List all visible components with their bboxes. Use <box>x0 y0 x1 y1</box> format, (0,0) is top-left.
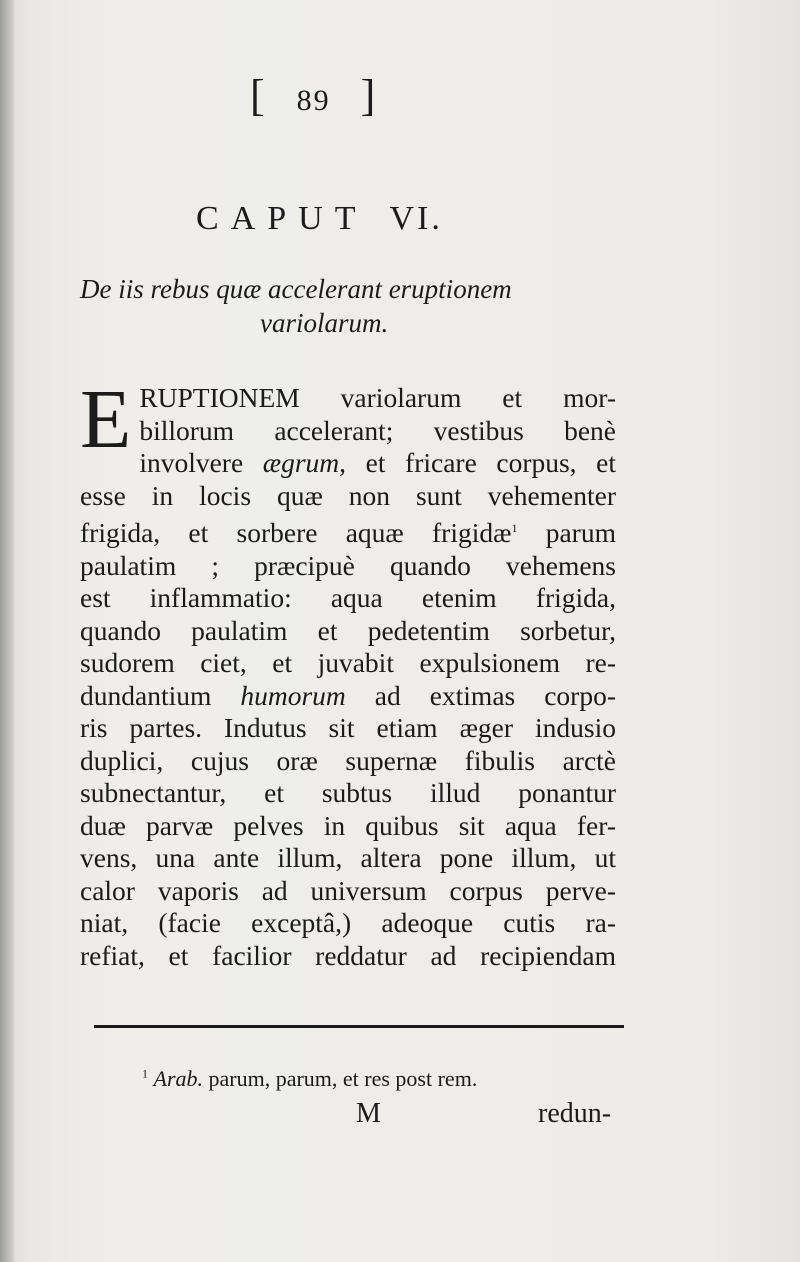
page-gutter-shadow <box>0 0 14 1262</box>
italic-word: humorum <box>240 679 346 711</box>
text-line: subnectantur, et subtus illud ponantur <box>80 777 616 809</box>
text-line: niat, (facie exceptâ,) adeoque cutis ra- <box>80 907 616 939</box>
text-line: est inflammatio: aqua etenim frigida, <box>80 582 616 614</box>
text-line: ris partes. Indutus sit etiam æger indusio <box>80 712 616 744</box>
signature-mark: M <box>356 1098 381 1129</box>
text-line: sudorem ciet, et juvabit expulsionem re- <box>80 647 616 679</box>
right-bracket: ] <box>360 71 378 120</box>
text-line: calor vaporis ad universum corpus perve- <box>80 874 616 906</box>
footnote <box>142 1066 602 1092</box>
text-line: RUPTIONEM variolarum et mor- <box>139 382 616 413</box>
italic-word: ægrum, <box>262 447 347 478</box>
chapter-label: CAPUT <box>196 200 368 237</box>
text-span: et fricare corpus, et <box>346 447 616 478</box>
text-span: involvere <box>139 447 263 478</box>
text-line: duæ parvæ pelves in quibus sit aqua fer- <box>80 809 616 841</box>
text-span: dundantium <box>80 679 241 711</box>
footnote-rule <box>94 1025 624 1028</box>
text-line <box>80 512 616 550</box>
chapter-subtitle <box>80 272 640 340</box>
page-number: 89 <box>296 84 331 117</box>
footnote-text: parum, parum, et res post rem. <box>203 1066 478 1091</box>
text-span: parum <box>517 517 616 549</box>
catchword: redun- <box>538 1098 612 1129</box>
drop-cap: E <box>80 373 132 466</box>
text-line: vens, una ante illum, altera pone illum, ut <box>80 842 616 874</box>
footnote-ref: 1 <box>511 521 518 535</box>
text-line: duplici, cujus oræ supernæ fibulis arctè <box>80 744 616 776</box>
subtitle-line-1: De iis rebus quæ accelerant eruptionem <box>80 274 512 304</box>
left-bracket: [ <box>250 71 267 120</box>
footnote-source: Arab. <box>153 1066 203 1091</box>
text-line <box>80 680 616 713</box>
text-line: paulatim ; præcipuè quando vehemens <box>80 549 616 581</box>
page-header <box>250 70 430 121</box>
subtitle-line-2: variolarum. <box>260 308 389 338</box>
text-span: frigida, et sorbere aquæ frigidæ <box>80 517 512 549</box>
text-line: quando paulatim et pedetentim sorbetur, <box>80 614 616 646</box>
body-paragraph <box>80 373 616 972</box>
text-span: ad extimas corpo- <box>345 679 616 711</box>
chapter-heading <box>196 200 496 238</box>
chapter-number: VI. <box>389 200 443 237</box>
text-line: refiat, et facilior reddatur ad recipiendam <box>80 939 616 971</box>
footnote-marker: 1 <box>142 1066 148 1081</box>
text-line: esse in locis quæ non sunt vehementer <box>80 479 616 511</box>
text-line: billorum accelerant; vestibus benè <box>139 414 616 446</box>
text-line <box>80 447 616 480</box>
